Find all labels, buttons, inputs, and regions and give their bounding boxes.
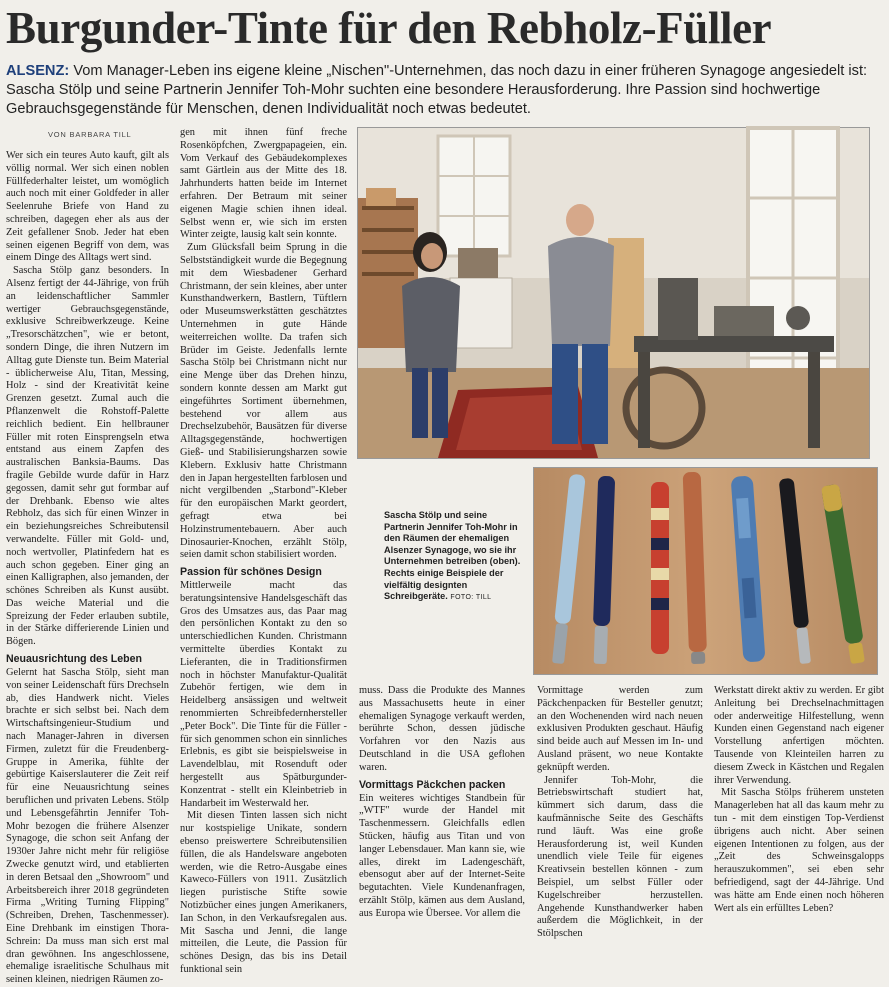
headline: Burgunder-Tinte für den Rebholz-Füller: [6, 3, 772, 53]
paragraph: Mittlerweile macht das beratungsintensive Handelsgeschäft das Gros des Umsatzes aus, das Paar mag den persönlichen Kontakt zu den so unterschiedlichen Kunden. Christmann vermittelte überdies Kontakt zu Lieferanten, die in Traditionsfirmen noch in höchster Manufaktur-Qualität Zubehör fertigen, wie dem in Heidelberg ansässigen und weltweit renommierten Schreibfedernhersteller „Peter Bock". Die Tinte für die Füller - für sich genommen schon ein sinnliches Erlebnis, es gibt sie beispielsweise in Lavendelblau, mit Rosenduft oder hergestellt aus Spätburgunder-Konzentrat - stellt ein Kleinbetrieb in Handarbeit im Westerwald her.: [180, 580, 347, 809]
workshop-photo: [357, 127, 870, 459]
paragraph: Werkstatt direkt aktiv zu werden. Er gibt Anleitung bei Drechselnachmittagen oder anderweitige Hilfestellung, wenn Kunden einen Gegenstand nach eigener Vorstellung anfertigen möchten. Tausende von Kleinteilen harren zu diesem Zweck in Kästchen und Regalen ihrer Verwendung.: [714, 685, 884, 786]
subheading: Neuausrichtung des Leben: [6, 653, 142, 666]
paragraph: Mit diesen Tinten lassen sich nicht nur kostspielige Unikate, sondern ebenso preiswertere Schreibutensilien füllen, die als Handelsware angeboten werden, wie die Retro-Ausgabe eines Kaweco-Füllers von 1911. Zusätzlich liegen puristische Stifte sowie Notizbücher eines jungen Amerikaners, Ian Schon, in den Verkaufsregalen aus. Mit Sascha und Jenni, die lange mitteilen, die Leute, die Passion für schönes Design, das bis ins Detail funktional sein: [180, 810, 347, 975]
caption-text: Sascha Stölp und seine Partnerin Jennifer Toh-Mohr in den Räumen der ehemaligen Alsenzer Synagoge, wo sie ihr Unternehmen betreiben (oben). Rechts einige Beispiele der vielfältig designten Schreibgeräte.: [384, 510, 521, 602]
paragraph: gen mit ihnen fünf freche Rosenköpfchen, Zwergpapageien, ein. Vom Verkauf des Gebäudekomplexes samt Gärtlein aus der Mitte des 18. Jahrhunderts hatten beide im Internet erfahren. Der Betraum mit seiner eigenen Magie schien ihnen ideal. Selbst wenn er, wie sich im ersten Winter zeigte, lausig kalt sein konnte.: [180, 127, 347, 241]
paragraph: Ein weiteres wichtiges Standbein für „WTF" wurde der Handel mit Taschenmessern. Gleichfalls edlen Stücken, häufig aus Titan und von langer Lebensdauer. Man kann sie, wie alles, direkt im Ladengeschäft, ebensogut aber auf der Internet-Seite begutachten. Viele Kundenanfragen, erzählt Stölp, kämen aus dem Ausland, aus Europa wie Übersee. Vor allem die: [359, 792, 525, 919]
photo-caption: [384, 510, 526, 604]
article-column-2: [180, 127, 347, 975]
workshop-photo-illustration: [358, 128, 869, 458]
article-column-5: [714, 685, 884, 913]
pens-photo-illustration: [534, 468, 877, 674]
article-column-3: [359, 685, 525, 919]
byline: VON BARBARA TILL: [48, 130, 132, 139]
paragraph: Wer sich ein teures Auto kauft, gilt als völlig normal. Wer sich einen noblen Füllfederhalter leistet, um womöglich auch noch mit einer Goldfeder in aller Seelenruhe Briefe von Hand zu schreiben, dagegen eher als aus der Zeit gefallener Snob. Jeder hat eben seinen eigenen Begriff von dem, was einem Dinge des Alltags wert sind.: [6, 150, 169, 264]
subheading: Passion für schönes Design: [180, 566, 322, 579]
paragraph: Vormittage werden zum Päckchenpacken für Besteller genutzt; an den Wochenenden wird nach neuen exklusiven Produkten geschaut. Häufig sind beide auch auf Messen im In- und Ausland präsent, wo neue Kontakte geknüpft werden.: [537, 685, 703, 773]
photo-credit: FOTO: TILL: [450, 594, 492, 602]
intro-kicker: ALSENZ:: [6, 63, 70, 79]
paragraph: Gelernt hat Sascha Stölp, sieht man von seiner Leidenschaft fürs Drechseln ab, dies Handwerk nicht. Vieles brachte er sich selbst bei. Nach dem Wirtschaftsingenieur-Studium und nach Manager-Jahren in diversen Firmen, zuletzt für die Freudenberg-Gruppe in Amerika, fühlte der gebürtige Kaiserslauterer die Zeit reif für eine Neuausrichtung seines beruflichen und privaten Lebens. Stölp und Lebensgefährtin Jennifer Toh-Mohr bezogen die frühere Alsenzer Synagoge, die schon seit Anfang der 1930er Jahre nicht mehr für religiöse Zwecke genutzt wird, und etablierten in deren Betsaal den „Showroom" und Arbeitsbereich ihrer 2018 gegründeten Firma „Writing Turning Flipping" (Schreiben, Drehen, Taschenmesser). Eine Drehbank im einstigen Thora-Schrein: Da muss man sich erst mal dran gewöhnen. Ins angeschlossene, ehemalige israelitische Schulhaus mit seinen kleinen, niedrigen Räumen zo-: [6, 667, 169, 986]
intro-text: Vom Manager-Leben ins eigene kleine „Nischen"-Unternehmen, das noch dazu in einer früheren Synagoge angesiedelt ist: Sascha Stölp und seine Partnerin Jennifer Toh-Mohr suchten eine besondere Herausforderung. Ihre Passion sind hochwertige Gebrauchsgegenstände für Menschen, denen Individualität noch etwas bedeutet.: [6, 63, 868, 117]
paragraph: Zum Glücksfall beim Sprung in die Selbstständigkeit wurde die Begegnung mit dem Wiesbadener Gerhard Christmann, der sein kleines, aber unter Kunsthandwerkern, Bastlern, Tüftlern oder Museumswerkstätten geschätztes Unternehmen in gute Hände weiterreichen wollte. Da trafen sich Brüder im Geiste. Jedenfalls lernte Sascha Stölp bei Christmann nicht nur eine Menge über das Drehen hinzu, sondern konnte dessen am Markt gut eingeführtes Sortiment übernehmen, bestehend vor allem aus Drechselzubehör, Bausätzen für diverse Alltagsgegenstände, hochwertigen Gieß- und Stabilisierungsharzen sowie Klebern. Exklusiv hatte Christmann den in Japan hergestellten farblosen und nicht vergilbenden „Starbond"-Kleber für den europäischen Markt geordert, gefragt etwa bei Holzinstrumentebauern. Aber auch Dinosaurier-Knochen, erzählt Stölp, seien damit schon stabilisiert worden.: [180, 242, 347, 561]
paragraph: muss. Dass die Produkte des Mannes aus Massachusetts heute in einer ehemaligen Synagoge verkauft werden, berührte Schon, dessen jüdische Vorfahren vor den Nazis aus Deutschland in die USA geflohen waren.: [359, 685, 525, 773]
paragraph: Jennifer Toh-Mohr, die Betriebswirtschaft studiert hat, kümmert sich darum, dass die kaufmännische Seite des Geschäfts rund läuft. Was eine große Herausforderung ist, weil Kunden unendlich viele Teile für eigenes Kreativsein bestellen können - zum Beispiel, um selbst Füller oder Kugelschreiber herzustellen. Angehende Kunsthandwerker haben außerdem die Möglichkeit, in der Stölpschen: [537, 774, 703, 940]
paragraph: Sascha Stölp ganz besonders. In Alsenz fertigt der 44-Jährige, von früh an leidenschaftlicher Sammler wertiger Gebrauchsgegenstände, exklusive Schreibwerkzeuge. Keine „Tresorschätzchen", wie er betont, sondern Dinge, die ihren Nutzern im Alltag gute Dienste tun. Beim Material - üblicherweise Alu, Titan, Messing, Holz - sind der Kreativität keine Grenzen gesetzt. Zumal auch die Pflanzenwelt die Rohstoff-Palette reichlich bedient. Ein hellbrauner Füller mit roten Einsprengseln etwa entstand aus einem Zapfen des australischen Banksia-Baums. Das fragile Gebilde wurde dafür in Harz gegossen, damit sehr gut formbar auf der Drehbank. Ebenso wie altes Rebholz, das sich für einen Winzer in ein beziehungsreiches Schreibutensil verwandelte. Füller mit Gold- und, noch wertvoller, Platinfedern hat es auch schon gegeben. Einer ging an einen Kalligraphen, also jemanden, der schönes Schreiben als Kunst ausübt. Das weiche Material und die Spreizung der Feder erlauben subtile, in der Stärke differierende Linien und Bögen.: [6, 265, 169, 648]
subheading: Vormittags Päckchen packen: [359, 778, 506, 791]
intro: [6, 62, 884, 119]
article-column-4: [537, 685, 703, 940]
article-column-1: [6, 150, 169, 986]
paragraph: Mit Sascha Stölps früherem unsteten Managerleben hat all das kaum mehr zu tun - mit dem einstigen Top-Verdienst übrigens auch nicht. Aber seinen eigenen Intentionen zu folgen, aus der „Zeit des Schweinsgalopps herauszukommen", sei eben sehr befriedigend, sagt der 44-Jährige. Und was hätte am Ende einen noch höheren Wert als ein erfülltes Leben?: [714, 787, 884, 914]
pens-photo: [533, 467, 878, 675]
